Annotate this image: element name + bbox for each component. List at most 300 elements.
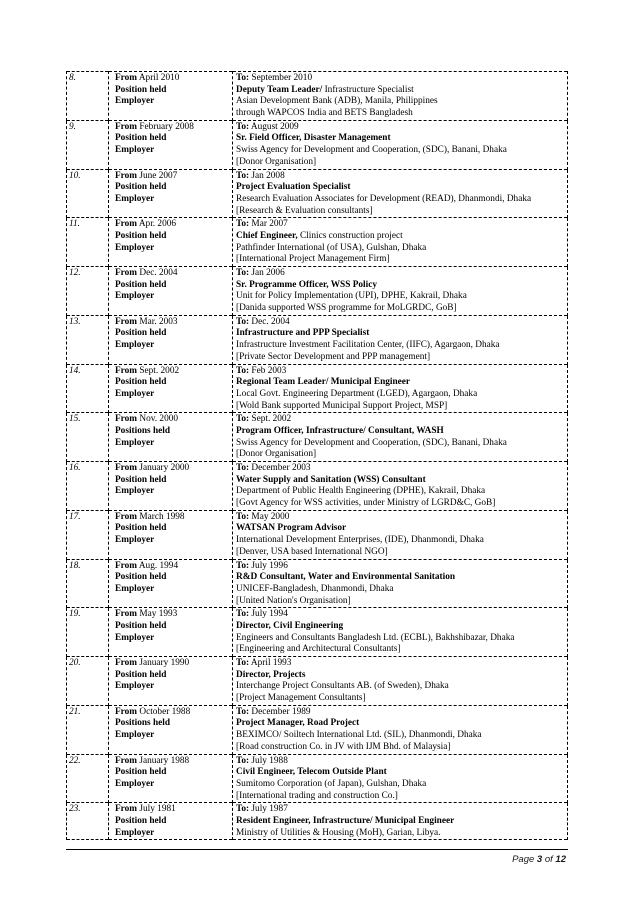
- to-line: [236, 317, 567, 329]
- footer-page-number: 3: [536, 854, 543, 865]
- position-title-bold: Sr. Field Officer, Disaster Management: [236, 133, 391, 144]
- entry-number-cell: [67, 267, 109, 316]
- entry-number: 8.: [69, 73, 76, 83]
- position-title-bold: R&D Consultant, Water and Environmental Sanitation: [236, 572, 456, 583]
- to-line: [236, 658, 567, 670]
- from-line: [115, 317, 232, 329]
- position-title-bold: Project Evaluation Specialist: [236, 182, 351, 193]
- employer-detail-line: [International Project Management Firm]: [236, 254, 390, 265]
- from-label: From: [115, 170, 138, 181]
- to-label: To:: [236, 414, 250, 425]
- from-label: From: [115, 706, 138, 717]
- position-label-text: Position held: [115, 474, 167, 485]
- to-date: Jan 2006: [251, 268, 285, 278]
- from-date: January 1988: [139, 755, 190, 766]
- employer-label-text: Employer: [115, 145, 155, 156]
- position-title: [236, 377, 567, 389]
- position-label-text: Position held: [115, 523, 167, 534]
- position-title: [236, 816, 567, 828]
- to-line: [236, 73, 567, 85]
- employer-label-text: Employer: [115, 583, 155, 594]
- employer-detail-line: Department of Public Health Engineering (DPHE), Kakrail, Dhaka: [236, 486, 486, 497]
- to-cell: [233, 413, 568, 462]
- from-cell: [109, 169, 233, 218]
- from-line: [115, 609, 232, 621]
- to-date: July 1994: [251, 609, 288, 620]
- from-cell: [109, 657, 233, 706]
- entry-number: 23.: [69, 804, 81, 815]
- employer-detail-line: Sumitomo Corporation (of Japan), Gulshan, Dhaka: [236, 778, 427, 789]
- table-row: [67, 559, 568, 608]
- from-line: [115, 658, 232, 670]
- from-cell: [109, 705, 233, 754]
- position-title-bold: WATSAN Program Advisor: [236, 523, 347, 534]
- from-cell: [109, 462, 233, 511]
- employer-detail-line: Ministry of Utilities & Housing (MoH), Garian, Libya.: [236, 827, 441, 838]
- entry-number-cell: [67, 364, 109, 413]
- from-date: Apr. 2006: [138, 219, 177, 230]
- table-row: [67, 803, 568, 840]
- employer-label: [115, 145, 232, 157]
- position-title-bold: Deputy Team Leader/: [236, 84, 323, 95]
- to-line: [236, 171, 567, 183]
- table-row: [67, 169, 568, 218]
- from-line: [115, 512, 232, 524]
- from-label: From: [115, 755, 138, 766]
- to-cell: [233, 315, 568, 364]
- to-label: To:: [236, 804, 250, 815]
- from-cell: [109, 803, 233, 840]
- employer-label-text: Employer: [115, 778, 155, 789]
- from-date: Aug. 1994: [138, 560, 179, 571]
- table-row: [67, 462, 568, 511]
- entry-number-cell: [67, 462, 109, 511]
- position-title-rest: Clinics construction project: [297, 230, 403, 241]
- position-label: [115, 280, 232, 292]
- from-line: [115, 366, 232, 378]
- to-cell: [233, 169, 568, 218]
- employer-detail-line: [Donor Organisation]: [236, 156, 317, 167]
- position-label-text: Position held: [115, 182, 167, 193]
- entry-number: 21.: [69, 706, 81, 717]
- to-label: To:: [236, 170, 250, 181]
- position-label: [115, 182, 232, 194]
- from-label: From: [115, 414, 138, 425]
- table-row: [67, 72, 568, 121]
- to-label: To:: [236, 658, 250, 668]
- entry-number-cell: [67, 754, 109, 803]
- entry-number-cell: [67, 315, 109, 364]
- position-label-text: Position held: [115, 377, 167, 388]
- from-label: From: [115, 804, 138, 815]
- employer-label: [115, 340, 232, 352]
- position-label-text: Position held: [115, 230, 167, 241]
- to-label: To:: [236, 560, 250, 571]
- position-title: [236, 523, 567, 535]
- to-date: April 1993: [250, 658, 292, 668]
- employer-detail-line: [Engineering and Architectural Consultants]: [236, 644, 401, 655]
- entry-number: 9.: [69, 121, 76, 132]
- employer-label-text: Employer: [115, 827, 155, 838]
- entry-number-cell: [67, 608, 109, 657]
- position-label: [115, 621, 232, 633]
- from-date: June 2007: [139, 170, 178, 181]
- from-date: October 1988: [139, 706, 191, 717]
- position-title-bold: Resident Engineer, Infrastructure/ Municipal Engineer: [236, 815, 455, 826]
- position-label: [115, 85, 232, 97]
- to-cell: [233, 120, 568, 169]
- employer-detail-line: [Research & Evaluation consultants]: [236, 205, 373, 216]
- position-label-text: Position held: [115, 669, 167, 680]
- entry-number-cell: [67, 705, 109, 754]
- entry-number-cell: [67, 559, 109, 608]
- position-title: [236, 133, 567, 145]
- position-title-bold: Infrastructure and PPP Specialist: [236, 328, 370, 339]
- employer-detail-line: [Road construction Co. in JV with IJM Bhd. of Malaysia]: [236, 741, 451, 752]
- position-title-bold: Director, Projects: [236, 669, 306, 680]
- from-line: [115, 219, 232, 231]
- from-label: From: [115, 463, 138, 473]
- entry-number-cell: [67, 218, 109, 267]
- footer-of-word: of: [544, 854, 553, 865]
- position-label-text: Position held: [115, 328, 167, 339]
- employer-detail-line: [Project Management Consultants]: [236, 693, 366, 704]
- to-date: Feb 2003: [251, 365, 287, 376]
- employer-label-text: Employer: [115, 681, 155, 692]
- position-label: [115, 523, 232, 535]
- page-footer: [512, 854, 566, 865]
- position-label: [115, 426, 232, 438]
- to-date: Mar 2007: [251, 219, 288, 230]
- employer-detail-line: Engineers and Consultants Bangladesh Ltd. (ECBL), Bakhshibazar, Dhaka: [236, 632, 515, 643]
- position-label-text: Position held: [115, 815, 167, 826]
- to-date: May 2000: [251, 511, 290, 522]
- from-cell: [109, 754, 233, 803]
- to-date: August 2009: [250, 121, 299, 132]
- from-label: From: [115, 121, 138, 132]
- to-date: Dec. 2004: [251, 316, 290, 327]
- employer-detail-line: [Private Sector Development and PPP management]: [236, 351, 431, 362]
- to-line: [236, 463, 567, 475]
- table-row: [67, 413, 568, 462]
- from-line: [115, 414, 232, 426]
- table-row: [67, 315, 568, 364]
- footer-rule: [66, 849, 568, 850]
- from-label: From: [115, 219, 138, 230]
- footer-page-total: 12: [555, 854, 566, 865]
- position-title: [236, 767, 567, 779]
- to-cell: [233, 364, 568, 413]
- employer-detail-line: Infrastructure Investment Facilitation Center, (IIFC), Agargaon, Dhaka: [236, 340, 500, 351]
- employer-label-text: Employer: [115, 486, 155, 497]
- employer-label: [115, 389, 232, 401]
- position-label-text: Position held: [115, 133, 167, 144]
- to-cell: [233, 559, 568, 608]
- position-title: [236, 85, 567, 97]
- table-row: [67, 754, 568, 803]
- employer-label: [115, 633, 232, 645]
- entry-number: 18.: [69, 560, 81, 571]
- from-label: From: [115, 511, 138, 522]
- to-label: To:: [236, 219, 250, 230]
- from-cell: [109, 267, 233, 316]
- from-date: February 2008: [139, 121, 194, 132]
- position-label-text: Positions held: [115, 718, 171, 729]
- position-title: [236, 621, 567, 633]
- entry-number: 13.: [69, 316, 81, 327]
- from-cell: [109, 510, 233, 559]
- to-cell: [233, 462, 568, 511]
- to-label: To:: [236, 268, 250, 278]
- from-date: July 1981: [139, 804, 176, 815]
- entry-number: 19.: [69, 609, 81, 620]
- to-date: July 1988: [251, 755, 288, 766]
- position-title-rest: Infrastructure Specialist: [322, 84, 414, 95]
- entry-number: 20.: [69, 658, 81, 668]
- to-date: July 1996: [251, 560, 288, 571]
- table-row: [67, 267, 568, 316]
- to-line: [236, 122, 567, 134]
- from-line: [115, 73, 232, 85]
- position-title-bold: Sr. Programme Officer, WSS Policy: [236, 279, 377, 290]
- employer-label: [115, 681, 232, 693]
- to-cell: [233, 657, 568, 706]
- employer-label-text: Employer: [115, 437, 155, 448]
- from-line: [115, 756, 232, 768]
- from-label: From: [115, 316, 138, 327]
- employer-label: [115, 730, 232, 742]
- from-cell: [109, 72, 233, 121]
- to-cell: [233, 72, 568, 121]
- employer-detail-line: [Wold Bank supported Municipal Support Project, MSP]: [236, 400, 448, 411]
- employer-detail-line: Research Evaluation Associates for Development (READ), Dhanmondi, Dhaka: [236, 193, 532, 204]
- from-label: From: [115, 560, 138, 571]
- employer-detail-line: Interchange Project Consultants AB. (of Sweden), Dhaka: [236, 681, 449, 692]
- position-title: [236, 280, 567, 292]
- position-label-text: Positions held: [115, 425, 171, 436]
- position-title-bold: Director, Civil Engineering: [236, 620, 344, 631]
- employer-label-text: Employer: [115, 340, 155, 351]
- from-line: [115, 707, 232, 719]
- position-label: [115, 133, 232, 145]
- employer-detail-line: through WAPCOS India and BETS Bangladesh: [236, 108, 413, 119]
- position-label: [115, 572, 232, 584]
- table-row: [67, 364, 568, 413]
- to-label: To:: [236, 316, 250, 327]
- employer-label-text: Employer: [115, 388, 155, 399]
- position-title-bold: Regional Team Leader/ Municipal Engineer: [236, 377, 411, 388]
- from-label: From: [115, 609, 138, 620]
- from-label: From: [115, 365, 138, 376]
- employer-label: [115, 194, 232, 206]
- employer-detail-line: [Danida supported WSS programme for MoLGRDC, GoB]: [236, 303, 457, 314]
- position-title: [236, 572, 567, 584]
- employer-label: [115, 96, 232, 108]
- from-label: From: [115, 73, 138, 83]
- to-label: To:: [236, 511, 250, 522]
- to-cell: [233, 267, 568, 316]
- entry-number: 22.: [69, 755, 81, 766]
- from-date: January 2000: [139, 463, 190, 473]
- employer-detail-line: International Development Enterprises, (IDE), Dhanmondi, Dhaka: [236, 535, 484, 546]
- entry-number-cell: [67, 510, 109, 559]
- employer-label: [115, 535, 232, 547]
- from-cell: [109, 315, 233, 364]
- employer-label-text: Employer: [115, 632, 155, 643]
- to-cell: [233, 705, 568, 754]
- employer-detail-line: [International trading and construction Co.]: [236, 790, 398, 801]
- employer-detail-line: Swiss Agency for Development and Cooperation, (SDC), Banani, Dhaka: [236, 437, 507, 448]
- position-title: [236, 475, 567, 487]
- entry-number-cell: [67, 657, 109, 706]
- position-title-bold: Project Manager, Road Project: [236, 718, 360, 729]
- entry-number-cell: [67, 120, 109, 169]
- position-label-text: Position held: [115, 767, 167, 778]
- position-title: [236, 231, 567, 243]
- position-title-bold: Civil Engineer, Telecom Outside Plant: [236, 767, 387, 778]
- entry-number: 14.: [69, 365, 81, 376]
- to-label: To:: [236, 755, 250, 766]
- to-line: [236, 414, 567, 426]
- from-line: [115, 268, 232, 280]
- position-label-text: Position held: [115, 84, 167, 95]
- position-title: [236, 426, 567, 438]
- table-row: [67, 705, 568, 754]
- to-label: To:: [236, 609, 250, 620]
- to-line: [236, 219, 567, 231]
- position-title-bold: Program Officer, Infrastructure/ Consultant, WASH: [236, 425, 444, 436]
- from-cell: [109, 364, 233, 413]
- to-line: [236, 707, 567, 719]
- to-label: To:: [236, 365, 250, 376]
- position-label-text: Position held: [115, 572, 167, 583]
- to-cell: [233, 754, 568, 803]
- entry-number: 16.: [69, 463, 81, 473]
- position-label: [115, 718, 232, 730]
- employer-detail-line: [United Nation's Organisation]: [236, 595, 351, 606]
- to-date: December 2003: [251, 463, 311, 473]
- from-line: [115, 561, 232, 573]
- to-label: To:: [236, 121, 250, 132]
- from-label: From: [115, 658, 138, 668]
- employer-detail-line: [Denver, USA based International NGO]: [236, 546, 388, 557]
- to-line: [236, 804, 567, 816]
- position-title-bold: Chief Engineer,: [236, 230, 298, 241]
- employer-detail-line: Swiss Agency for Development and Cooperation, (SDC), Banani, Dhaka: [236, 145, 507, 156]
- entry-number-cell: [67, 72, 109, 121]
- employer-label-text: Employer: [115, 96, 155, 107]
- employer-detail-line: Local Govt. Engineering Department (LGED), Agargaon, Dhaka: [236, 388, 478, 399]
- position-title: [236, 328, 567, 340]
- employer-label: [115, 828, 232, 840]
- to-label: To:: [236, 463, 250, 473]
- entry-number-cell: [67, 413, 109, 462]
- position-label-text: Position held: [115, 620, 167, 631]
- entry-number: 15.: [69, 414, 81, 425]
- employer-label-text: Employer: [115, 730, 155, 741]
- position-title-bold: Water Supply and Sanitation (WSS) Consultant: [236, 474, 426, 485]
- employer-detail-line: [Donor Organisation]: [236, 449, 317, 460]
- table-row: [67, 657, 568, 706]
- employer-detail-line: BEXIMCO/ Soiltech International Ltd. (SIL), Dhanmondi, Dhaka: [236, 730, 482, 741]
- entry-number-cell: [67, 803, 109, 840]
- position-label-text: Position held: [115, 279, 167, 290]
- from-line: [115, 171, 232, 183]
- position-title: [236, 670, 567, 682]
- to-date: July 1987: [251, 804, 288, 815]
- to-cell: [233, 218, 568, 267]
- position-label: [115, 231, 232, 243]
- employer-label: [115, 486, 232, 498]
- from-line: [115, 122, 232, 134]
- entry-number: 10.: [69, 170, 81, 181]
- table-row: [67, 120, 568, 169]
- from-cell: [109, 559, 233, 608]
- to-line: [236, 268, 567, 280]
- to-line: [236, 512, 567, 524]
- employer-detail-line: Asian Development Bank (ADB), Manila, Philippines: [236, 96, 438, 107]
- entry-number-cell: [67, 169, 109, 218]
- from-cell: [109, 120, 233, 169]
- from-date: January 1990: [139, 658, 190, 668]
- from-date: Mar. 2003: [139, 316, 178, 327]
- entry-number: 12.: [69, 268, 81, 278]
- from-label: From: [115, 268, 138, 278]
- to-date: Jan 2008: [251, 170, 285, 181]
- to-line: [236, 756, 567, 768]
- to-line: [236, 609, 567, 621]
- from-date: May 1993: [139, 609, 178, 620]
- from-date: April 2010: [138, 73, 180, 83]
- from-date: Nov. 2000: [139, 414, 179, 425]
- to-label: To:: [236, 73, 250, 83]
- employer-detail-line: Pathfinder International (of USA), Gulshan, Dhaka: [236, 242, 427, 253]
- to-label: To:: [236, 706, 250, 717]
- employment-history-table: [66, 71, 568, 840]
- to-date: December 1989: [251, 706, 311, 717]
- position-title: [236, 182, 567, 194]
- employer-label-text: Employer: [115, 535, 155, 546]
- from-cell: [109, 413, 233, 462]
- position-label: [115, 377, 232, 389]
- to-cell: [233, 803, 568, 840]
- from-date: March 1998: [139, 511, 185, 522]
- to-cell: [233, 510, 568, 559]
- table-row: [67, 608, 568, 657]
- from-cell: [109, 608, 233, 657]
- employer-label: [115, 584, 232, 596]
- employer-label: [115, 291, 232, 303]
- to-date: Sept. 2002: [251, 414, 292, 425]
- position-label: [115, 767, 232, 779]
- position-label: [115, 670, 232, 682]
- from-line: [115, 804, 232, 816]
- footer-page-word: Page: [512, 854, 535, 865]
- employer-label-text: Employer: [115, 242, 155, 253]
- entry-number: 17.: [69, 511, 81, 522]
- to-line: [236, 561, 567, 573]
- employer-label: [115, 779, 232, 791]
- position-label: [115, 328, 232, 340]
- from-cell: [109, 218, 233, 267]
- from-line: [115, 463, 232, 475]
- employer-detail-line: Unit for Policy Implementation (UPI), DPHE, Kakrail, Dhaka: [236, 291, 467, 302]
- position-title: [236, 718, 567, 730]
- entry-number: 11.: [69, 219, 80, 230]
- to-date: September 2010: [251, 73, 313, 83]
- table-row: [67, 510, 568, 559]
- employer-label-text: Employer: [115, 291, 155, 302]
